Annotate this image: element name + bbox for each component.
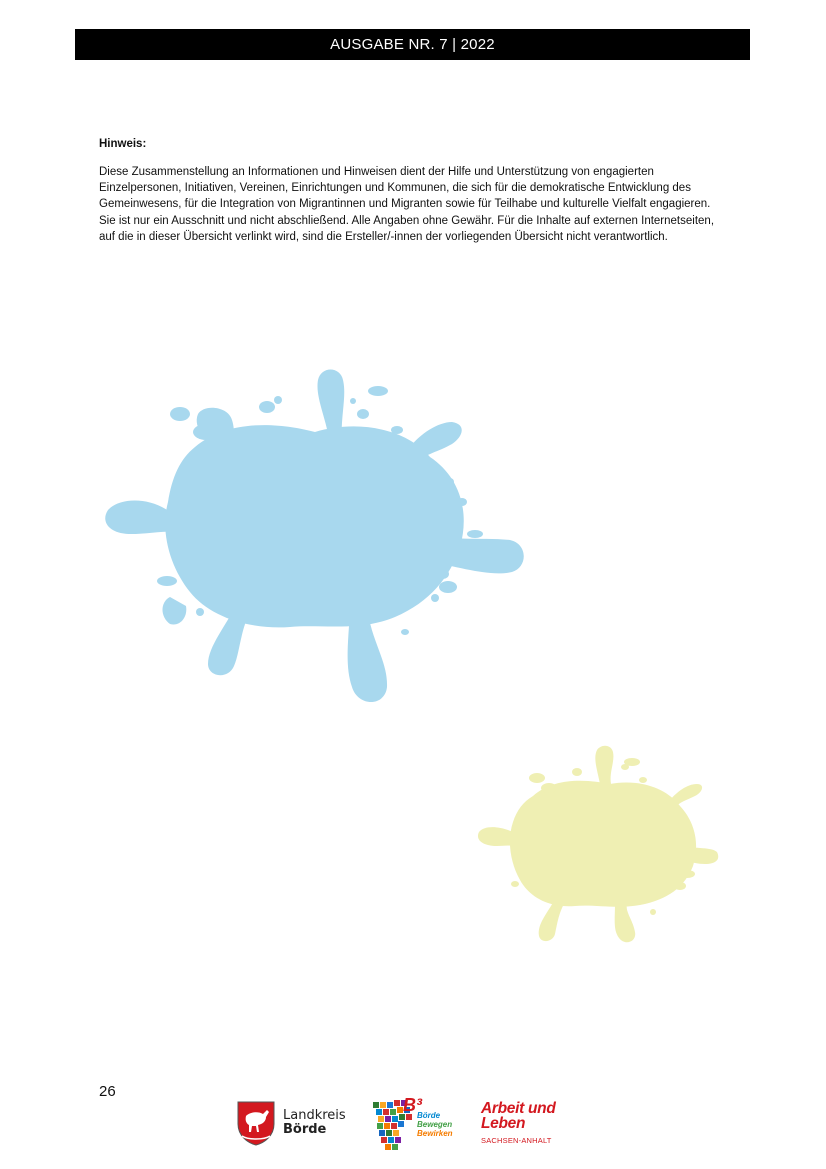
al-line1: Arbeit und bbox=[481, 1100, 556, 1117]
b3-mark: B³ bbox=[403, 1095, 422, 1115]
b3-wordmark bbox=[417, 1111, 453, 1138]
b3-logo bbox=[373, 1096, 457, 1152]
page-number: 26 bbox=[99, 1083, 116, 1100]
issue-title: AUSGABE NR. 7 | 2022 bbox=[330, 36, 495, 53]
b3-line2: Bewegen bbox=[417, 1120, 453, 1129]
landkreis-line2: Börde bbox=[283, 1122, 327, 1137]
coat-of-arms-icon bbox=[236, 1100, 276, 1146]
al-line2: Leben bbox=[481, 1114, 526, 1132]
b3-mosaic-icon bbox=[373, 1095, 422, 1152]
arbeit-und-leben-logo bbox=[481, 1102, 556, 1145]
landkreis-line1: Landkreis bbox=[283, 1108, 346, 1123]
arbeit-und-leben-wordmark bbox=[481, 1102, 556, 1131]
b3-line1: Börde bbox=[417, 1111, 441, 1120]
landkreis-wordmark bbox=[283, 1109, 346, 1137]
yellow-paint-splash bbox=[475, 744, 725, 946]
note-body: Diese Zusammenstellung an Informationen und Hinweisen dient der Hilfe und Unterstützung von engagierten Einzelpersonen, Initiativen, Vereinen, Einrichtungen und Kommunen, die sich für die demokratische Entwicklung des Gemeinwesens, für die Integration von Migrantinnen und Migranten sowie für Teilhabe und kulturelle Vielfalt engagieren. Sie ist nur ein Ausschnitt und nicht abschließend. Alle Angaben ohne Gewähr. Für die Inhalte auf externen Internetseiten, auf die in dieser Übersicht verlinkt wird, sind die Ersteller/-innen der vorliegenden Übersicht nicht verantwortlich. bbox=[99, 166, 715, 243]
header-bar bbox=[75, 29, 750, 60]
al-subtitle: SACHSEN-ANHALT bbox=[481, 1136, 552, 1145]
footer-logos bbox=[0, 1094, 826, 1154]
blue-paint-splash bbox=[100, 362, 530, 714]
b3-line3: Bewirken bbox=[417, 1129, 453, 1138]
note-heading: Hinweis: bbox=[99, 138, 147, 150]
landkreis-boerde-logo bbox=[236, 1100, 346, 1146]
